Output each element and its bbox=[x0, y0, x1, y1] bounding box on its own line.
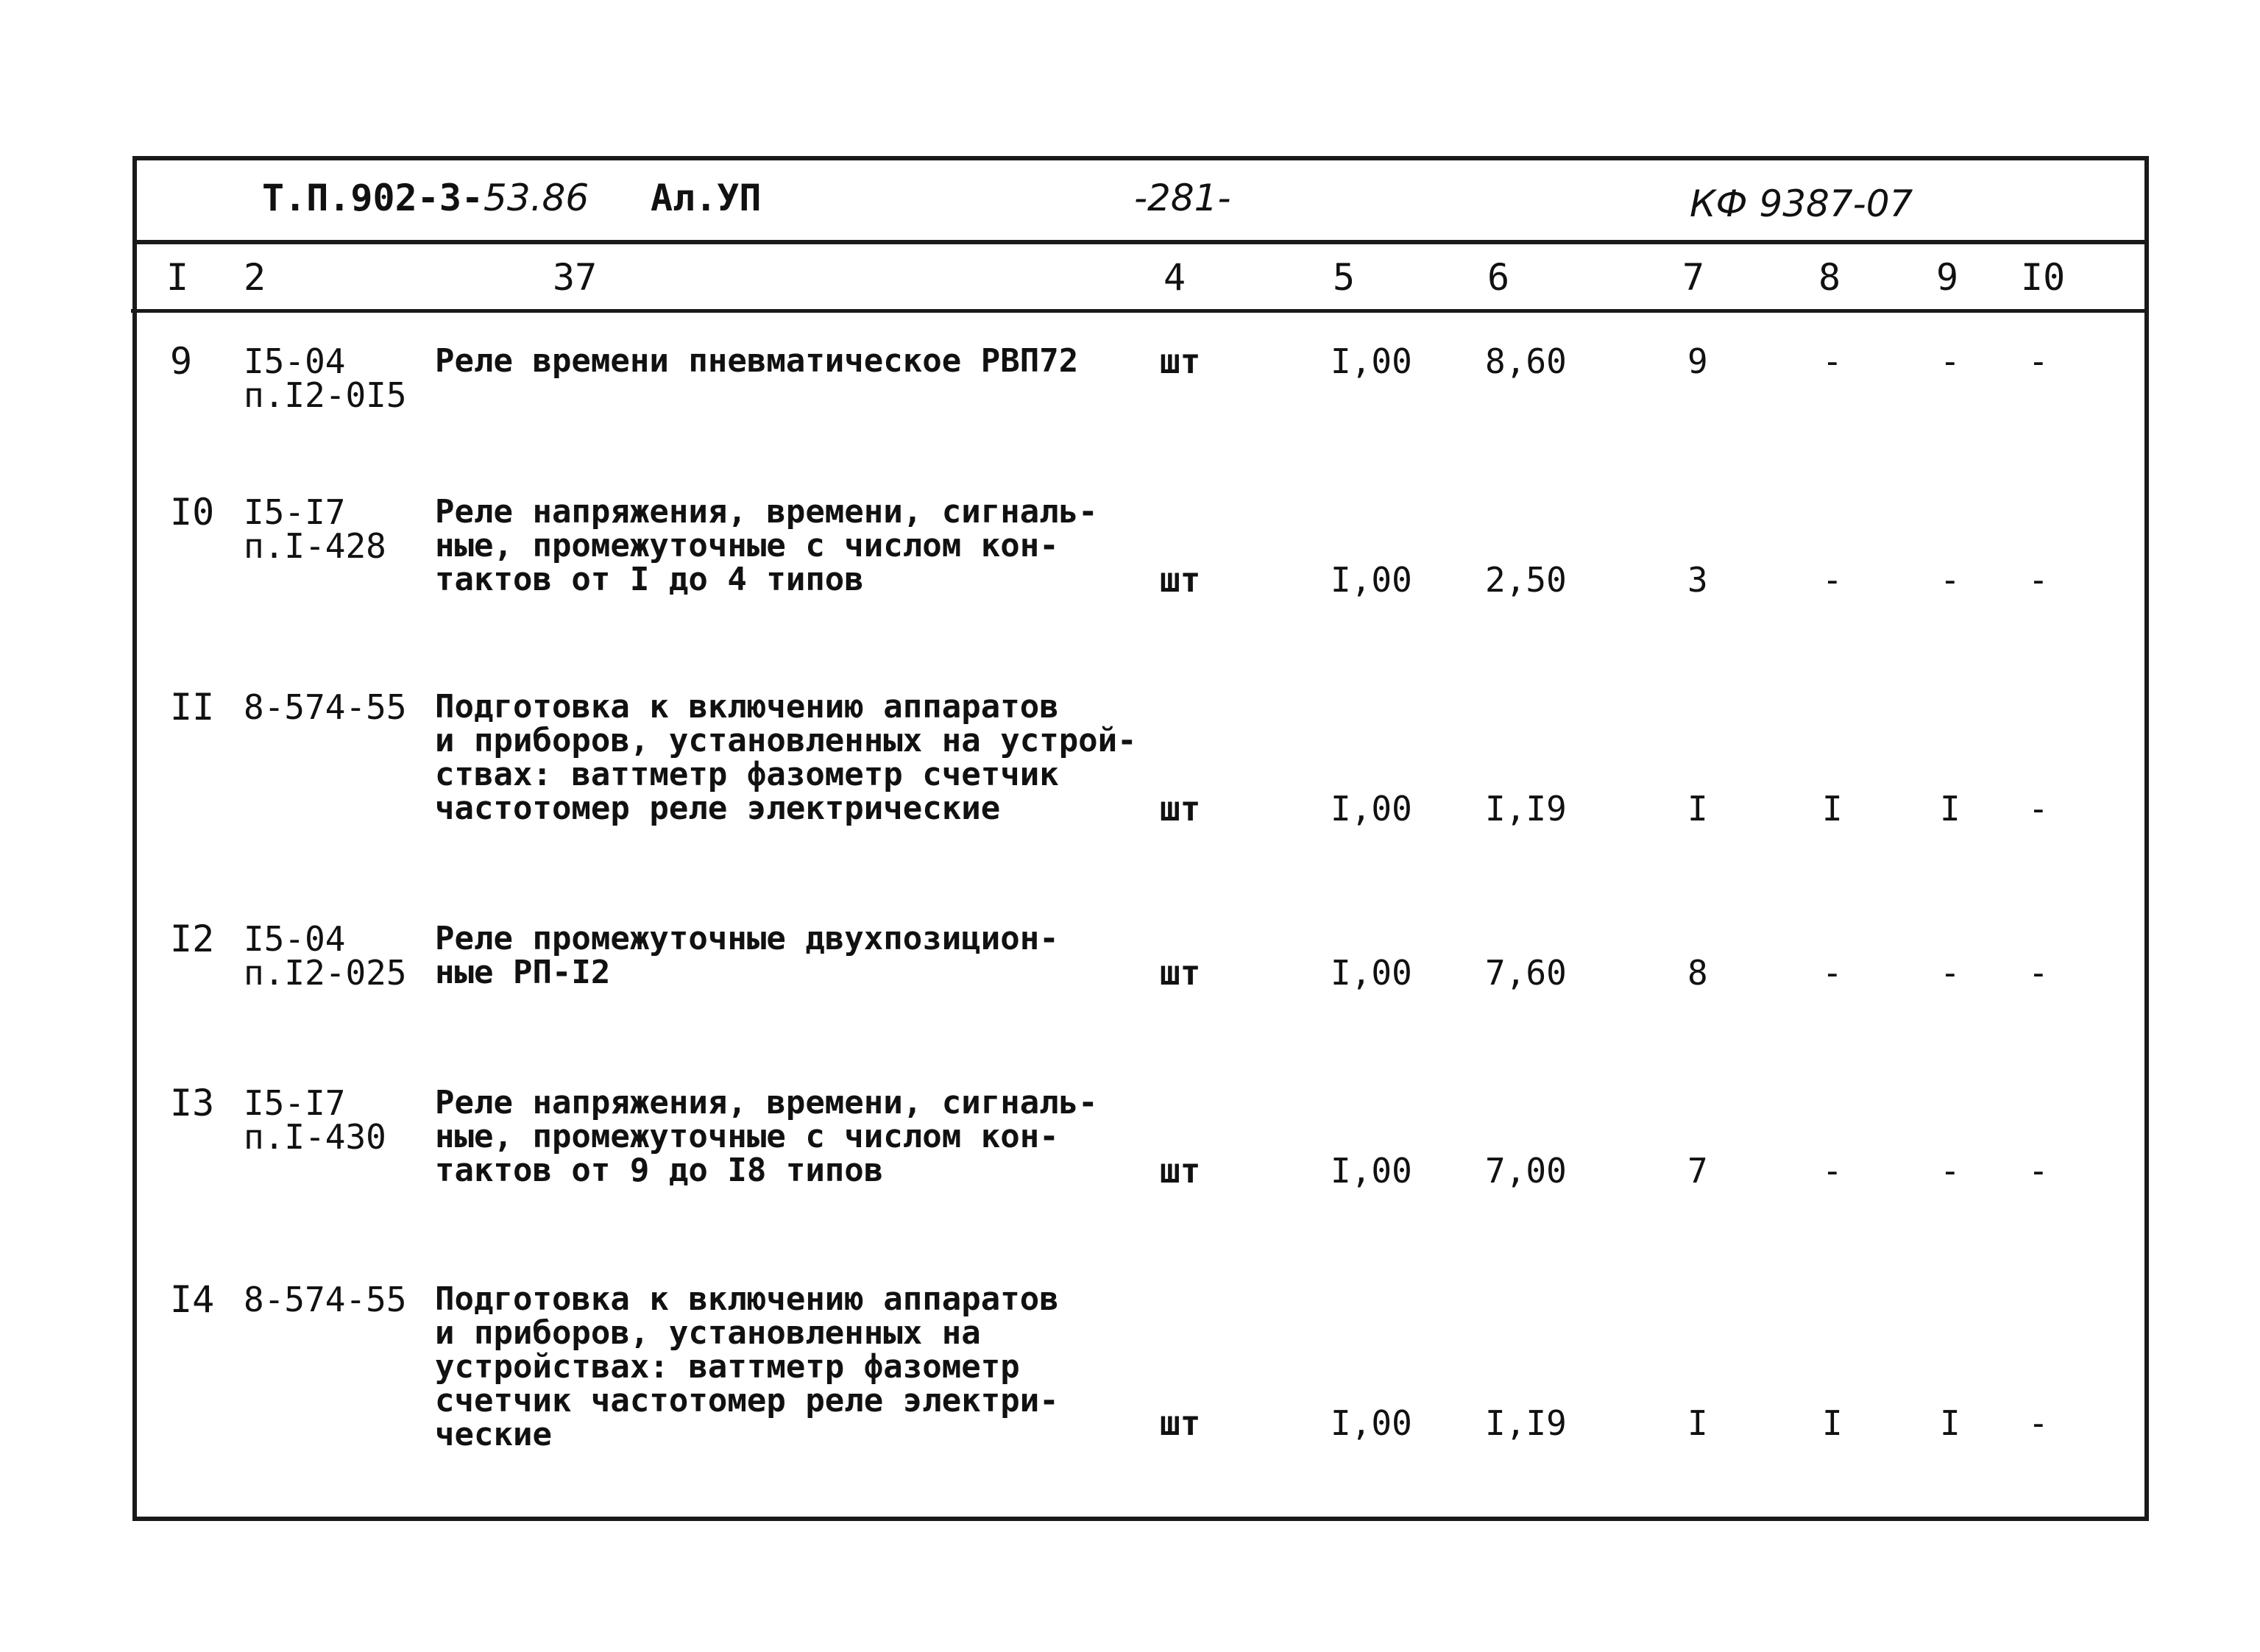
project-code bbox=[262, 177, 589, 219]
item-name-line: счетчик частотомер реле электри- bbox=[435, 1382, 1059, 1419]
col7-value: I bbox=[1687, 789, 1708, 829]
col8-value: - bbox=[1822, 341, 1843, 381]
col6-value: I,I9 bbox=[1485, 789, 1567, 829]
item-name-line: ные РП-I2 bbox=[435, 954, 611, 991]
item-name-line: ствах: ваттметр фазометр счетчик bbox=[435, 756, 1059, 793]
item-name-line: Подготовка к включению аппаратов bbox=[435, 1280, 1059, 1318]
item-name-line: и приборов, установленных на устрой- bbox=[435, 722, 1137, 759]
page-number: -281- bbox=[1134, 177, 1231, 219]
stamp-number: КФ 9387-07 bbox=[1690, 182, 1913, 225]
col-num-5: 5 bbox=[1333, 256, 1356, 299]
col-num-7: 7 bbox=[1682, 256, 1705, 299]
col10-value: - bbox=[2028, 560, 2049, 600]
col9-value: I bbox=[1940, 789, 1960, 829]
row-number: I0 bbox=[170, 491, 215, 533]
norm-code: 8-574-55 bbox=[244, 1280, 407, 1319]
item-name-line: частотомер реле электрические bbox=[435, 790, 1001, 827]
col-num-6: 6 bbox=[1487, 256, 1510, 299]
col9-value: - bbox=[1940, 560, 1960, 600]
project-code-handwritten: 53.86 bbox=[483, 177, 589, 219]
col9-value: I bbox=[1940, 1403, 1960, 1443]
item-name-line: устройствах: ваттметр фазометр bbox=[435, 1348, 1020, 1386]
col6-value: 8,60 bbox=[1485, 341, 1567, 381]
col10-value: - bbox=[2028, 1151, 2049, 1191]
row-number: II bbox=[170, 686, 215, 728]
item-name-line: тактов от 9 до I8 типов bbox=[435, 1152, 884, 1189]
norm-code-item: п.I2-025 bbox=[244, 953, 407, 993]
col6-value: 7,60 bbox=[1485, 953, 1567, 993]
unit: шт bbox=[1160, 560, 1201, 600]
col8-value: - bbox=[1822, 560, 1843, 600]
col6-value: 7,00 bbox=[1485, 1151, 1567, 1191]
project-code-typed: Т.П.902-3- bbox=[262, 177, 484, 219]
sheet-header bbox=[137, 160, 2144, 243]
col9-value: - bbox=[1940, 1151, 1960, 1191]
norm-code-item: п.I-428 bbox=[244, 526, 386, 566]
col7-value: I bbox=[1687, 1403, 1708, 1443]
col8-value: I bbox=[1822, 789, 1843, 829]
norm-code: 8-574-55 bbox=[244, 687, 407, 727]
col5-value: I,00 bbox=[1331, 953, 1412, 993]
col5-value: I,00 bbox=[1331, 1403, 1412, 1443]
item-name-line: и приборов, установленных на bbox=[435, 1314, 981, 1352]
col7-value: 7 bbox=[1687, 1151, 1708, 1191]
col10-value: - bbox=[2028, 341, 2049, 381]
item-name: Реле времени пневматическое РВП72 bbox=[435, 342, 1079, 380]
row-number: 9 bbox=[170, 340, 193, 383]
col5-value: I,00 bbox=[1331, 341, 1412, 381]
col7-value: 9 bbox=[1687, 341, 1708, 381]
col5-value: I,00 bbox=[1331, 789, 1412, 829]
column-header-rule bbox=[131, 309, 2144, 313]
album-label: Ал.УП bbox=[651, 177, 762, 219]
col10-value: - bbox=[2028, 789, 2049, 829]
col-num-3: 37 bbox=[553, 256, 598, 299]
col6-value: I,I9 bbox=[1485, 1403, 1567, 1443]
col-num-1: I bbox=[166, 256, 189, 299]
item-name-line: Реле напряжения, времени, сигналь- bbox=[435, 493, 1098, 531]
col8-value: I bbox=[1822, 1403, 1843, 1443]
col5-value: I,00 bbox=[1331, 1151, 1412, 1191]
item-name-line: ные, промежуточные с числом кон- bbox=[435, 527, 1059, 564]
col-num-4: 4 bbox=[1163, 256, 1186, 299]
item-name-line: Реле промежуточные двухпозицион- bbox=[435, 920, 1059, 957]
document-sheet bbox=[132, 156, 2149, 1521]
row-number: I3 bbox=[170, 1082, 215, 1124]
col7-value: 8 bbox=[1687, 953, 1708, 993]
col8-value: - bbox=[1822, 953, 1843, 993]
col9-value: - bbox=[1940, 341, 1960, 381]
col7-value: 3 bbox=[1687, 560, 1708, 600]
unit: шт bbox=[1160, 341, 1201, 381]
col9-value: - bbox=[1940, 953, 1960, 993]
col8-value: - bbox=[1822, 1151, 1843, 1191]
item-name-line: ческие bbox=[435, 1416, 552, 1453]
row-number: I2 bbox=[170, 918, 215, 960]
norm-code-item: п.I-430 bbox=[244, 1117, 386, 1157]
norm-code: I5-I7 bbox=[244, 1083, 346, 1123]
item-name-line: Реле напряжения, времени, сигналь- bbox=[435, 1084, 1098, 1121]
col10-value: - bbox=[2028, 953, 2049, 993]
item-name-line: тактов от I до 4 типов bbox=[435, 561, 864, 598]
col-num-10: I0 bbox=[2021, 256, 2066, 299]
unit: шт bbox=[1160, 1403, 1201, 1443]
col-num-2: 2 bbox=[244, 256, 266, 299]
row-number: I4 bbox=[170, 1278, 215, 1321]
col10-value: - bbox=[2028, 1403, 2049, 1443]
col-num-9: 9 bbox=[1936, 256, 1959, 299]
norm-code-item: п.I2-0I5 bbox=[244, 375, 407, 415]
col-num-8: 8 bbox=[1818, 256, 1841, 299]
unit: шт bbox=[1160, 953, 1201, 993]
item-name-line: ные, промежуточные с числом кон- bbox=[435, 1118, 1059, 1155]
col5-value: I,00 bbox=[1331, 560, 1412, 600]
norm-code: I5-04 bbox=[244, 341, 346, 381]
norm-code: I5-04 bbox=[244, 919, 346, 959]
norm-code: I5-I7 bbox=[244, 492, 346, 532]
header-rule bbox=[137, 240, 2144, 244]
item-name-line: Подготовка к включению аппаратов bbox=[435, 688, 1059, 726]
unit: шт bbox=[1160, 1151, 1201, 1191]
unit: шт bbox=[1160, 789, 1201, 829]
col6-value: 2,50 bbox=[1485, 560, 1567, 600]
